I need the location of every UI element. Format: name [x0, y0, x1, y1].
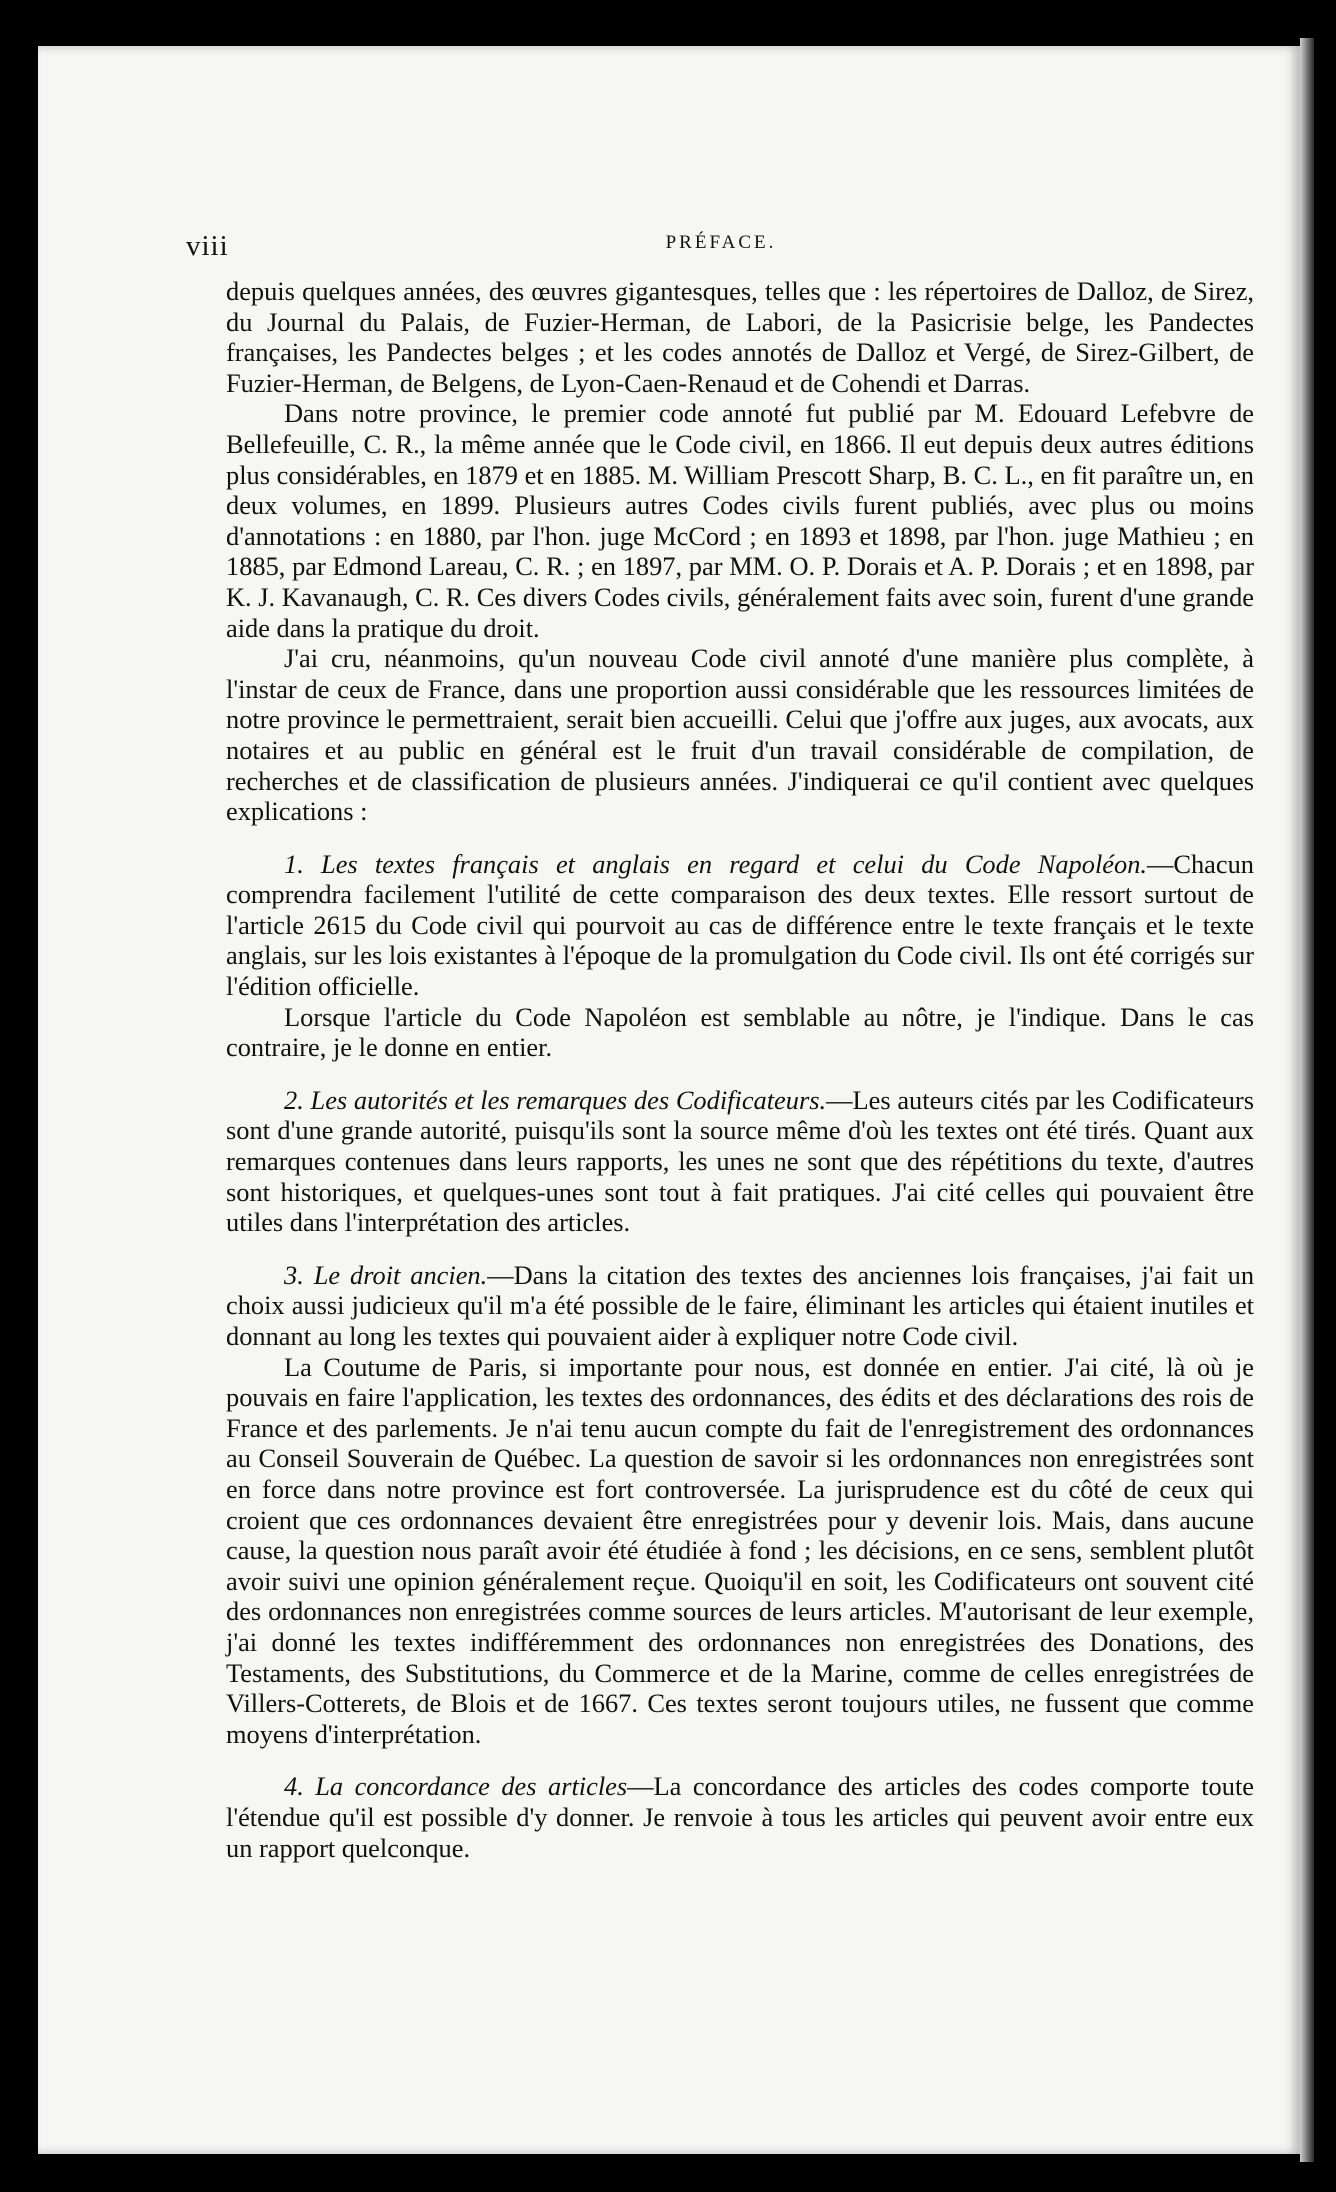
section-4 [226, 1771, 1254, 1863]
paragraph-1: depuis quelques années, des œuvres gigantesques, telles que : les répertoires de Dalloz, de Sirez, du Journal du Palais, de Fuzier-Herman, de Labori, de la Pasicrisie belge, les Pandectes françaises, les Pandectes belges ; et les codes annotés de Dalloz et Vergé, de Sirez-Gilbert, de Fuzier-Herman, de Belgens, de Lyon-Caen-Renaud et de Cohendi et Darras. [226, 276, 1254, 398]
paragraph-8: La Coutume de Paris, si importante pour nous, est donnée en entier. J'ai cité, là où je pouvais en faire l'application, les textes des ordonnances, des édits et des déclarations des rois de France et des parlements. Je n'ai tenu aucun compte du fait de l'enregistrement des ordonnances au Conseil Souverain de Québec. La question de savoir si les ordonnances non enregistrées sont en force dans notre province est fort controversée. La jurisprudence est du côté de ceux qui croient que ces ordonnances devaient être enregistrées pour y devenir lois. Mais, dans aucune cause, la question nous paraît avoir été étudiée à fond ; les décisions, en ce sens, semblent plutôt avoir suivi une opinion généralement reçue. Quoiqu'il en soit, les Codificateurs ont souvent cité des ordonnances non enregistrées comme sources de leurs articles. M'autorisant de leur exemple, j'ai donné les textes indifféremment des ordonnances non enregistrées des Donations, des Testaments, des Substitutions, du Commerce et de la Marine, comme de celles enregistrées de Villers-Cotterets, de Blois et de 1667. Ces textes seront toujours utiles, ne fussent que comme moyens d'interprétation. [226, 1351, 1254, 1749]
page-number: viii [186, 230, 229, 262]
page-header [186, 230, 1256, 270]
paragraph-3: J'ai cru, néanmoins, qu'un nouveau Code civil annoté d'une manière plus complète, à l'instar de ceux de France, dans une proportion aussi considérable que les ressources limitées de notre province le permettraient, serait bien accueilli. Celui que j'offre aux juges, aux avocats, aux notaires et au public en général est le fruit d'un travail considérable de compilation, de recherches et de classification de plusieurs années. J'indiquerai ce qu'il contient avec quelques explications : [226, 643, 1254, 827]
section-3 [226, 1260, 1254, 1352]
paragraph-5: Lorsque l'article du Code Napoléon est semblable au nôtre, je l'indique. Dans le cas contraire, je le donne en entier. [226, 1001, 1254, 1063]
running-title: PRÉFACE. [665, 232, 777, 253]
paragraph-2: Dans notre province, le premier code annoté fut publié par M. Edouard Lefebvre de Bellefeuille, C. R., la même année que le Code civil, en 1866. Il eut depuis deux autres éditions plus considérables, en 1879 et en 1885. M. William Prescott Sharp, B. C. L., en fit paraître un, en deux volumes, en 1899. Plusieurs autres Codes civils furent publiés, avec plus ou moins d'annotations : en 1880, par l'hon. juge McCord ; en 1893 et 1898, par l'hon. juge Mathieu ; en 1885, par Edmond Lareau, C. R. ; en 1897, par MM. O. P. Dorais et A. P. Dorais ; et en 1898, par K. J. Kavanaugh, C. R. Ces divers Codes civils, généralement faits avec soin, furent d'une grande aide dans la pratique du droit. [226, 398, 1254, 643]
section-3-heading: 3. Le droit ancien. [284, 1259, 488, 1290]
section-4-heading: 4. La concordance des articles [284, 1771, 628, 1802]
section-2-heading: 2. Les autorités et les remarques des Codificateurs. [284, 1084, 827, 1115]
section-1-text: —Chacun comprendra facilement l'utilité de cette comparaison des deux textes. Elle ressort surtout de l'article 2615 du Code civil qui pourvoit au cas de différence entre le texte français et le texte anglais, sur les lois existantes à l'époque de la promulgation du Code civil. Ils ont été corrigés sur l'édition officielle. [226, 848, 1254, 1002]
section-2 [226, 1085, 1254, 1238]
section-4-text: —La concordance des articles des codes comporte toute l'étendue qu'il est possible d'y donner. Je renvoie à tous les articles qui peuvent avoir entre eux un rapport quelconque. [226, 1771, 1254, 1863]
section-3-text: —Dans la citation des textes des anciennes lois françaises, j'ai fait un choix aussi judicieux qu'il m'a été possible de le faire, éliminant les articles qui étaient inutiles et donnant au long les textes qui pouvaient aider à expliquer notre Code civil. [226, 1259, 1255, 1351]
section-1-heading: 1. Les textes français et anglais en regard et celui du Code Napoléon. [284, 848, 1147, 879]
section-2-text: —Les auteurs cités par les Codificateurs sont d'une grande autorité, puisqu'ils sont la source même d'où les textes ont été tirés. Quant aux remarques contenues dans leurs rapports, les unes ne sont que des répétitions du texte, d'autres sont historiques, et quelques-unes sont tout à fait pratiques. J'ai cité celles qui pouvaient être utiles dans l'interprétation des articles. [226, 1084, 1254, 1238]
section-1 [226, 849, 1254, 1002]
body-text [226, 276, 1254, 1863]
page-edge-shadow [1300, 38, 1314, 2162]
